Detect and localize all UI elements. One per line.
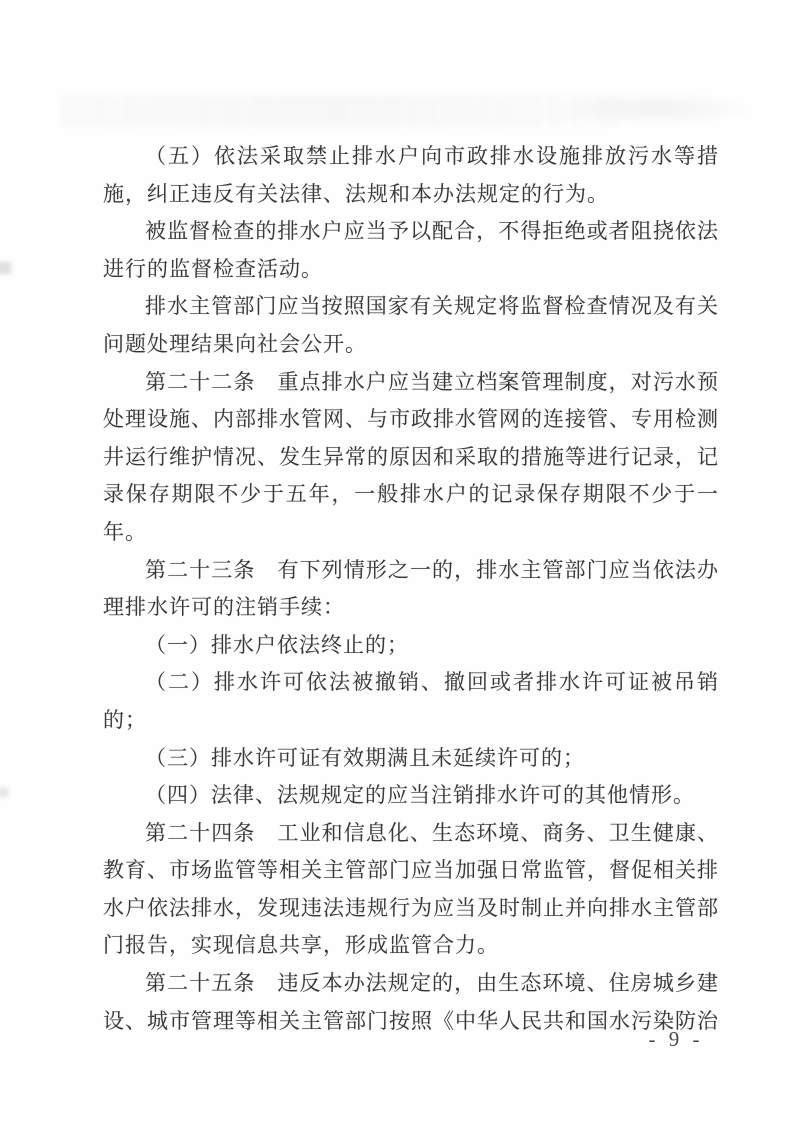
scan-artifact (0, 262, 11, 274)
paragraph-item-3-clause: （三）排水许可证有效期满且未延续许可的； (145, 745, 585, 770)
paragraph-item-4-clause: （四）法律、法规规定的应当注销排水许可的其他情形。 (145, 783, 695, 808)
page-number: - 9 - (648, 1027, 704, 1051)
paragraph-public-disclosure-clause: 排水主管部门应当按照国家有关规定将监督检查情况及有关问题处理结果向社会公开。 (103, 294, 719, 356)
scan-artifact (60, 95, 620, 127)
paragraph-item-1-clause: （一）排水户依法终止的； (145, 632, 409, 657)
paragraph-item-2-clause: （二）排水许可依法被撤销、撤回或者排水许可证被吊销的； (103, 670, 719, 732)
paragraph-article-24: 第二十四条 工业和信息化、生态环境、商务、卫生健康、教育、市场监管等相关主管部门应当加强日常监管，督促相关排水户依法排水，发现违法违规行为应当及时制止并向排水主管部门报告，实现信息共享，形成监管合力。 (103, 820, 719, 958)
document-body (103, 138, 719, 1040)
paragraph-article-25: 第二十五条 违反本办法规定的，由生态环境、住房城乡建设、城市管理等相关主管部门按照《中华人民共和国水污染防治 (103, 971, 719, 1033)
paragraph-cooperation-clause: 被监督检查的排水户应当予以配合，不得拒绝或者阻挠依法进行的监督检查活动。 (103, 219, 719, 281)
paragraph-item-5-clause: （五）依法采取禁止排水户向市政排水设施排放污水等措施，纠正违反有关法律、法规和本办法规定的行为。 (103, 144, 719, 206)
paragraph-article-23: 第二十三条 有下列情形之一的，排水主管部门应当依法办理排水许可的注销手续： (103, 557, 719, 620)
paragraph-article-22: 第二十二条 重点排水户应当建立档案管理制度，对污水预处理设施、内部排水管网、与市政排水管网的连接管、专用检测井运行维护情况、发生异常的原因和采取的措施等进行记录，记录保存期限不少于五年，一般排水户的记录保存期限不少于一年。 (103, 369, 719, 544)
scan-artifact (0, 788, 9, 797)
scan-artifact (555, 92, 755, 126)
